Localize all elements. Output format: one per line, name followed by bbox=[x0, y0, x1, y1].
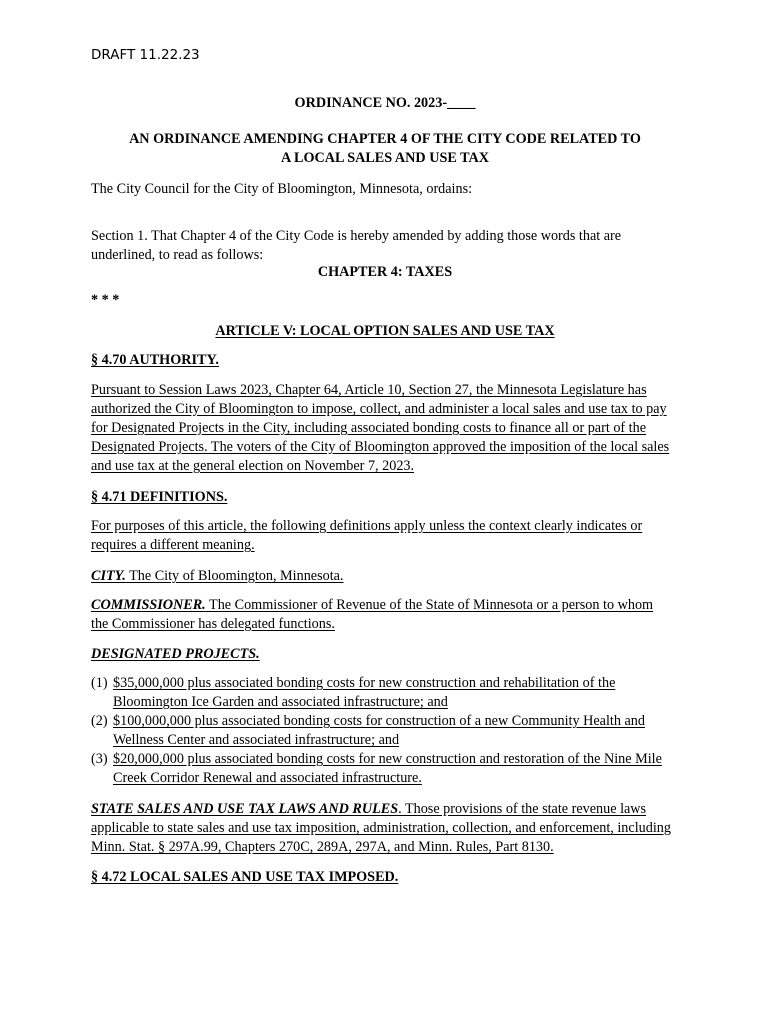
list-item-number: (1) bbox=[91, 675, 108, 691]
section-4-72-heading: § 4.72 LOCAL SALES AND USE TAX IMPOSED. bbox=[91, 869, 399, 885]
ordinance-heading-line2: A LOCAL SALES AND USE TAX bbox=[280, 150, 489, 166]
definition-commissioner-text: The Commissioner of Revenue of the State of Minnesota or a person to whom the Commissioner has delegated functions. bbox=[91, 597, 654, 632]
draft-label: DRAFT 11.22.23 bbox=[91, 47, 200, 63]
definition-commissioner bbox=[91, 596, 661, 634]
article-title: ARTICLE V: LOCAL OPTION SALES AND USE TAX bbox=[215, 323, 555, 339]
list-item-number: (2) bbox=[91, 713, 108, 729]
designated-projects-list bbox=[91, 674, 683, 788]
list-item-text: $20,000,000 plus associated bonding costs for new construction and restoration of the Nine Mile Creek Corridor Renewal and associated infrastructure. bbox=[113, 751, 662, 786]
list-item-number: (3) bbox=[91, 751, 108, 767]
section-4-70-heading: § 4.70 AUTHORITY. bbox=[91, 352, 219, 368]
list-item-text: $35,000,000 plus associated bonding costs for new construction and rehabilitation of the Bloomington Ice Garden and associated infrastructure; and bbox=[113, 675, 616, 710]
designated-project-item bbox=[91, 674, 683, 712]
definitions-intro: For purposes of this article, the following definitions apply unless the context clearly indicates or requires a different meaning. bbox=[91, 518, 643, 553]
definition-city-text: The City of Bloomington, Minnesota. bbox=[125, 568, 344, 584]
definition-designated-projects-term: DESIGNATED PROJECTS. bbox=[91, 646, 260, 662]
definition-state-laws bbox=[91, 800, 685, 857]
designated-project-item bbox=[91, 750, 683, 788]
chapter-title: CHAPTER 4: TAXES bbox=[317, 264, 453, 280]
definition-city-term: CITY. bbox=[91, 568, 126, 584]
ellipsis-marker: * * * bbox=[91, 292, 120, 308]
definition-state-laws-term: STATE SALES AND USE TAX LAWS AND RULES bbox=[91, 801, 399, 817]
ordinance-number: ORDINANCE NO. 2023-____ bbox=[294, 95, 476, 111]
definition-state-laws-text: . Those provisions of the state revenue laws applicable to state sales and use tax imposition, administration, collection, and enforcement, including Minn. Stat. § 297A.99, Chapters 270C, 289A, 297A, and Minn. Rules, Part 8130. bbox=[91, 801, 671, 855]
definition-city bbox=[91, 567, 683, 586]
section-1-text: Section 1. That Chapter 4 of the City Code is hereby amended by adding those words that are underlined, to read as follows: bbox=[91, 228, 622, 263]
section-4-70-body: Pursuant to Session Laws 2023, Chapter 64, Article 10, Section 27, the Minnesota Legislature has authorized the City of Bloomington to impose, collect, and administer a local sales and use tax to pay for Designated Projects in the City, including associated bonding costs to finance all or part of the Designated Projects. The voters of the City of Bloomington approved the imposition of the local sales and use tax at the general election on November 7, 2023. bbox=[91, 382, 670, 474]
ordinance-heading-line1: AN ORDINANCE AMENDING CHAPTER 4 OF THE CITY CODE RELATED TO bbox=[129, 131, 641, 147]
section-4-71-heading: § 4.71 DEFINITIONS. bbox=[91, 489, 228, 505]
preamble: The City Council for the City of Bloomington, Minnesota, ordains: bbox=[91, 181, 473, 197]
list-item-text: $100,000,000 plus associated bonding costs for construction of a new Community Health and Wellness Center and associated infrastructure; and bbox=[113, 713, 645, 748]
definition-commissioner-term: COMMISSIONER. bbox=[91, 597, 206, 613]
designated-project-item bbox=[91, 712, 683, 750]
